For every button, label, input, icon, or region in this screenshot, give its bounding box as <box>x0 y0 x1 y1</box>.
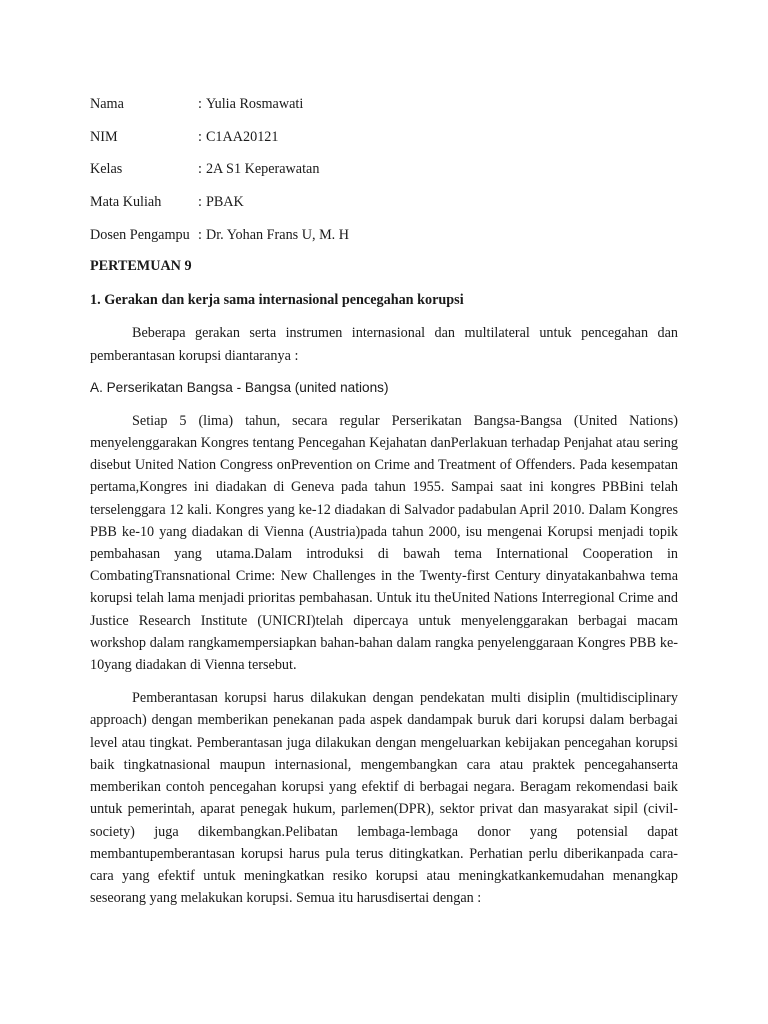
info-value: Yulia Rosmawati <box>205 96 304 112</box>
info-label: NIM <box>90 128 118 145</box>
info-label: Nama <box>90 96 124 112</box>
info-separator: : <box>198 128 202 145</box>
paragraph-united-nations: Setiap 5 (lima) tahun, secara regular Perserikatan Bangsa-Bangsa (United Nations) menyelenggarakan Kongres tentang Pencegahan Kejahatan danPerlakuan terhadap Penjahat atau sering disebut United Nation Congress onPrevention on Crime and Treatment of Offenders. Pada kesempatan pertama,Kongres ini diadakan di Geneva pada tahun 1955. Sampai saat ini kongres PBBini telah terselenggara 12 kali. Kongres yang ke-12 diadakan di Salvador padabulan April 2010. Dalam Kongres PBB ke-10 yang diadakan di Vienna (Austria)pada tahun 2000, isu mengenai Korupsi menjadi topik pembahasan yang utama.Dalam introduksi di bawah tema International Cooperation in CombatingTransnational Crime: New Challenges in the Twenty-first Century dinyatakanbahwa tema korupsi telah lama menjadi prioritas pembahasan. Untuk itu theUnited Nations Interregional Crime and Justice Research Institute (UNICRI)telah dipercaya untuk menyelenggarakan berbagai macam workshop dalam rangkamempersiapkan bahan-bahan dalam rangka penyelenggaraan Kongres PBB ke-10yang diadakan di Vienna tersebut. <box>90 412 678 674</box>
info-row-name <box>90 88 678 121</box>
info-label: Dosen Pengampu <box>90 226 190 243</box>
info-label: Mata Kuliah <box>90 194 162 211</box>
intro-paragraph: Beberapa gerakan serta instrumen internasional dan multilateral untuk pencegahan dan pemberantasan korupsi diantaranya : <box>90 325 678 364</box>
info-separator: : <box>198 96 202 112</box>
info-separator: : <box>198 226 202 243</box>
info-separator: : <box>198 194 202 211</box>
info-row-class <box>90 153 678 186</box>
section-title: 1. Gerakan dan kerja sama internasional pencegahan korupsi <box>90 292 464 309</box>
meeting-title: PERTEMUAN 9 <box>90 258 192 275</box>
info-label: Kelas <box>90 161 123 178</box>
info-value: Dr. Yohan Frans U, M. H <box>205 226 350 243</box>
info-value: C1AA20121 <box>205 128 279 145</box>
paragraph-eradication: Pemberantasan korupsi harus dilakukan dengan pendekatan multi disiplin (multidisciplinary approach) dengan memberikan penekanan pada aspek dandampak buruk dari korupsi dalam berbagai level atau tingkat. Pemberantasan juga dilakukan dengan mengeluarkan kebijakan pencegahan korupsi baik tingkatnasional maupun internasional, mengembangkan cara atau praktek pencegahanserta memberikan contoh pencegahan korupsi yang efektif di berbagai negara. Beragam rekomendasi baik untuk pemerintah, aparat penegak hukum, parlemen(DPR), sektor privat dan masyarakat sipil (civil-society) juga dikembangkan.Pelibatan lembaga-lembaga donor yang potensial dapat membantupemberantasan korupsi harus pula terus ditingkatkan. Perhatian perlu diberikanpada cara-cara yang efektif untuk meningkatkan resiko korupsi atau meningkatkankemudahan menangkap seseorang yang melakukan korupsi. Semua itu harusdisertai dengan : <box>90 690 678 907</box>
student-info-block <box>90 88 678 251</box>
info-separator: : <box>198 161 202 178</box>
subsection-title: A. Perserikatan Bangsa - Bangsa (united nations) <box>90 379 389 395</box>
info-row-nim <box>90 121 678 154</box>
info-row-course <box>90 186 678 219</box>
info-row-lecturer <box>90 219 678 252</box>
info-value: PBAK <box>205 194 244 211</box>
info-value: 2A S1 Keperawatan <box>205 161 320 178</box>
document-page <box>90 88 678 909</box>
